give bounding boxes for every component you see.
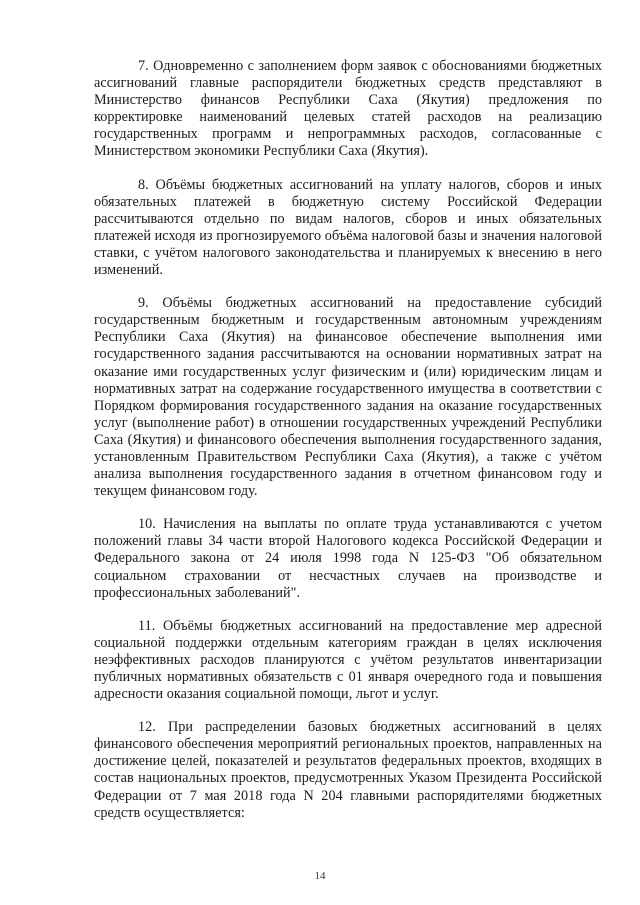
paragraph-10: 10. Начисления на выплаты по оплате труда устанавливаются с учетом положений главы 34 части второй Налогового кодекса Российской Федерации и Федерального закона от 24 июля 1998 года N 125-ФЗ "Об обязательном социальном страховании от несчастных случаев на производстве и профессиональных заболеваний". (94, 516, 602, 601)
paragraph-9: 9. Объёмы бюджетных ассигнований на предоставление субсидий государственным бюджетным и государственным автономным учреждениям Республики Саха (Якутия) на финансовое обеспечение выполнения ими государственного задания рассчитываются на основании нормативных затрат на оказание ими государственных услуг физическим и (или) юридическим лицам и нормативных затрат на содержание государственного имущества в соответствии с Порядком формирования государственного задания на оказание государственных услуг (выполнение работ) в отношении государственных учреждений Республики Саха (Якутия) и финансового обеспечения выполнения государственного задания, установленным Правительством Республики Саха (Якутия), а также с учётом анализа выполнения государственного задания в отчетном финансовом году и текущем финансовом году. (94, 295, 602, 500)
paragraph-8: 8. Объёмы бюджетных ассигнований на уплату налогов, сборов и иных обязательных платежей в бюджетную систему Российской Федерации рассчитываются отдельно по видам налогов, сборов и иных обязательных платежей исходя из прогнозируемого объёма налоговой базы и значения налоговой ставки, с учётом налогового законодательства и планируемых к внесению в него изменений. (94, 176, 602, 279)
page-number: 14 (314, 870, 326, 882)
paragraph-7: 7. Одновременно с заполнением форм заявок с обоснованиями бюджетных ассигнований главные распорядители бюджетных средств представляют в Министерство финансов Республики Саха (Якутия) предложения по корректировке наименований целевых статей расходов на реализацию государственных программ и непрограммных расходов, согласованные с Министерством экономики Республики Саха (Якутия). (94, 58, 602, 160)
paragraph-12: 12. При распределении базовых бюджетных ассигнований в целях финансового обеспечения мероприятий региональных проектов, направленных на достижение целей, показателей и результатов федеральных проектов, входящих в состав национальных проектов, предусмотренных Указом Президента Российской Федерации от 7 мая 2018 года N 204 главными распорядителями бюджетных средств осуществляется: (94, 719, 602, 821)
paragraph-11: 11. Объёмы бюджетных ассигнований на предоставление мер адресной социальной поддержки отдельным категориям граждан в целях исключения неэффективных расходов планируются с учётом результатов инвентаризации публичных нормативных обязательств с 01 января очередного года и повышения адресности оказания социальной помощи, льгот и услуг. (94, 617, 602, 703)
